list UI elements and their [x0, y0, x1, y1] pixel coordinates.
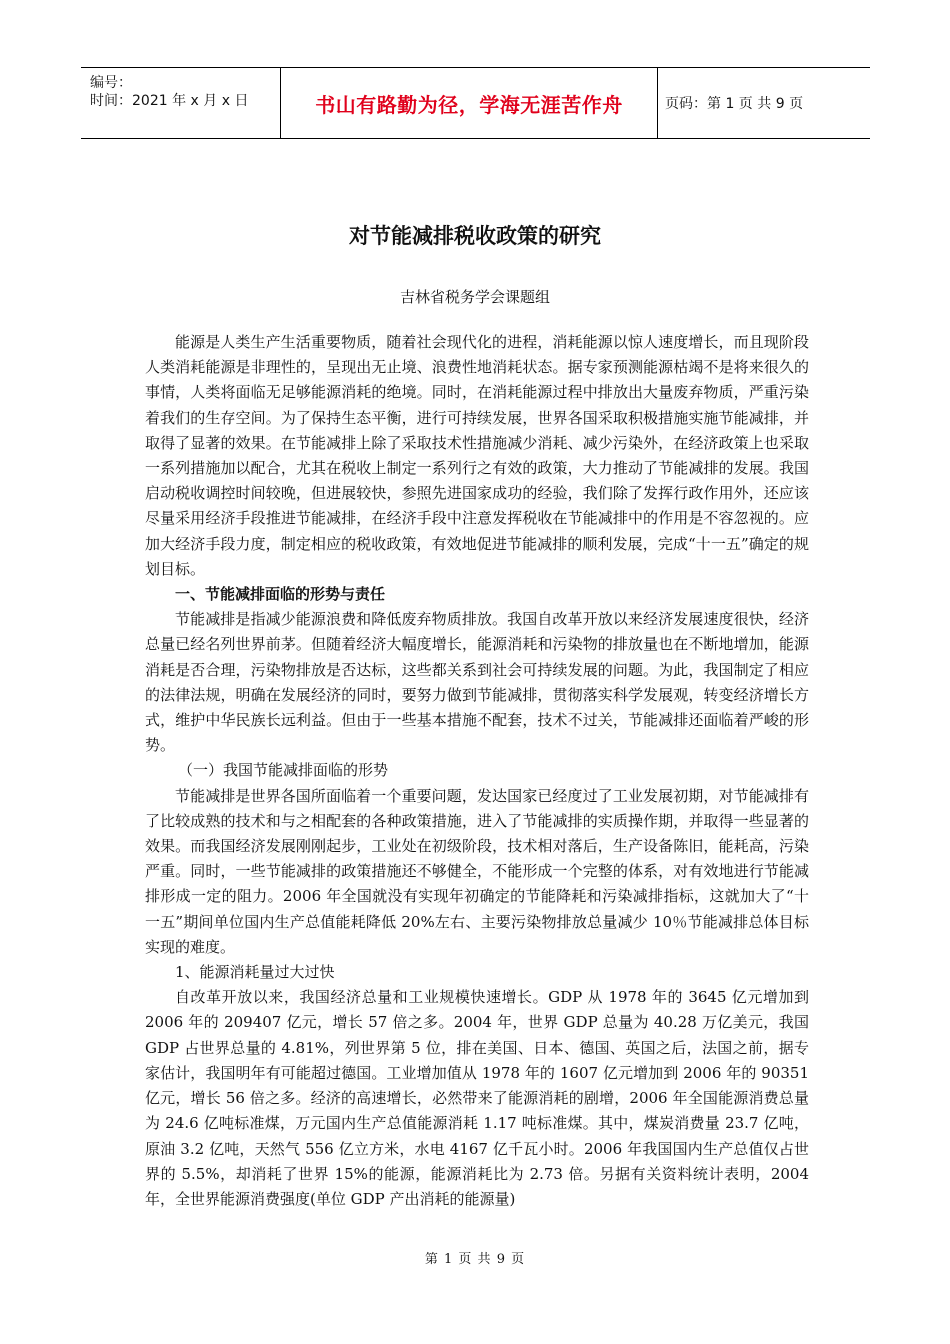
page-label: 页码：第 1 页 共 9 页 [665, 96, 804, 112]
time-label: 时间：2021 年 x 月 x 日 [90, 93, 249, 109]
subsection-heading: 1、能源消耗量过大过快 [175, 963, 335, 982]
header-meta-cell [81, 68, 281, 138]
number-label: 编号： [90, 75, 132, 91]
paragraph: 能源是人类生产生活重要物质，随着社会现代化的进程，消耗能源以惊人速度增长，而且现阶段人类消耗能源是非理性的，呈现出无止境、浪费性地消耗状态。据专家预测能源枯竭不是将来很久的事情，人类将面临无足够能源消耗的绝境。同时，在消耗能源过程中排放出大量废弃物质，严重污染着我们的生存空间。为了保持生态平衡，进行可持续发展，世界各国采取积极措施实施节能减排，并取得了显著的效果。在节能减排上除了采取技术性措施减少消耗、减少污染外，在经济政策上也采取一系列措施加以配合，尤其在税收上制定一系列行之有效的政策，大力推动了节能减排的发展。我国启动税收调控时间较晚，但进展较快，参照先进国家成功的经验，我们除了发挥行政作用外，还应该尽量采用经济手段推进节能减排，在经济手段中注意发挥税收在节能减排中的作用是不容忽视的。应加大经济手段力度，制定相应的税收政策，有效地促进节能减排的顺利发展，完成“十一五”确定的规划目标。 [145, 333, 809, 578]
section-heading: 一、节能减排面临的形势与责任 [175, 585, 386, 604]
document-title: 对节能减排税收政策的研究 [349, 224, 601, 248]
subsection-heading: （一）我国节能减排面临的形势 [178, 761, 389, 780]
paragraph: 节能减排是世界各国所面临着一个重要问题，发达国家已经度过了工业发展初期，对节能减排有了比较成熟的技术和与之相配套的各种政策措施，进入了节能减排的实质操作期，并取得一些显著的效果。而我国经济发展刚刚起步，工业处在初级阶段，技术相对落后，生产设备陈旧，能耗高，污染严重。同时，一些节能减排的政策措施还不够健全，不能形成一个完整的体系，对有效地进行节能减排形成一定的阻力。2006 年全国就没有实现年初确定的节能降耗和污染减排指标，这就加大了“十一五”期间单位国内生产总值能耗降低 20%左右、主要污染物排放总量减少 10％节能减排总体目标实现的难度。 [145, 786, 809, 956]
paragraph: 自改革开放以来，我国经济总量和工业规模快速增长。GDP 从 1978 年的 3645 亿元增加到 2006 年的 209407 亿元，增长 57 倍之多。2004 年，世界 GDP 总量为 40.28 万亿美元，我国 GDP 占世界总量的 4.81%，列世界第 5 位，排在美国、日本、德国、英国之后，法国之前，据专家估计，我国明年有可能超过德国。工业增加值从 1978 年的 1607 亿元增加到 2006 年的 90351 亿元，增长 56 倍之多。经济的高速增长，必然带来了能源消耗的剧增，2006 年全国能源消费总量为 24.6 亿吨标准煤，万元国内生产总值能源消耗 1.17 吨标准煤。其中，煤炭消费量 23.7 亿吨，原油 3.2 亿吨，天然气 556 亿立方米，水电 4167 亿千瓦小时。2006 年我国国内生产总值仅占世界的 5.5%，却消耗了世界 15%的能源，能源消耗比为 2.73 倍。另据有关资料统计表明，2004 年，全世界能源消费强度(单位 GDP 产出消耗的能源量) [145, 988, 809, 1208]
paragraph: 节能减排是指减少能源浪费和降低废弃物质排放。我国自改革开放以来经济发展速度很快，经济总量已经名列世界前茅。但随着经济大幅度增长，能源消耗和污染物的排放量也在不断地增加，能源消耗是否合理，污染物排放是否达标，这些都关系到社会可持续发展的问题。为此，我国制定了相应的法律法规，明确在发展经济的同时，要努力做到节能减排，贯彻落实科学发展观，转变经济增长方式，维护中华民族长远利益。但由于一些基本措施不配套，技术不过关，节能减排还面临着严峻的形势。 [145, 610, 809, 755]
motto: 书山有路勤为径，学海无涯苦作舟 [281, 68, 658, 138]
header-table [81, 67, 870, 139]
document-body [145, 330, 809, 1212]
page-footer: 第 1 页 共 9 页 [424, 1252, 526, 1267]
document-author: 吉林省税务学会课题组 [399, 288, 550, 306]
